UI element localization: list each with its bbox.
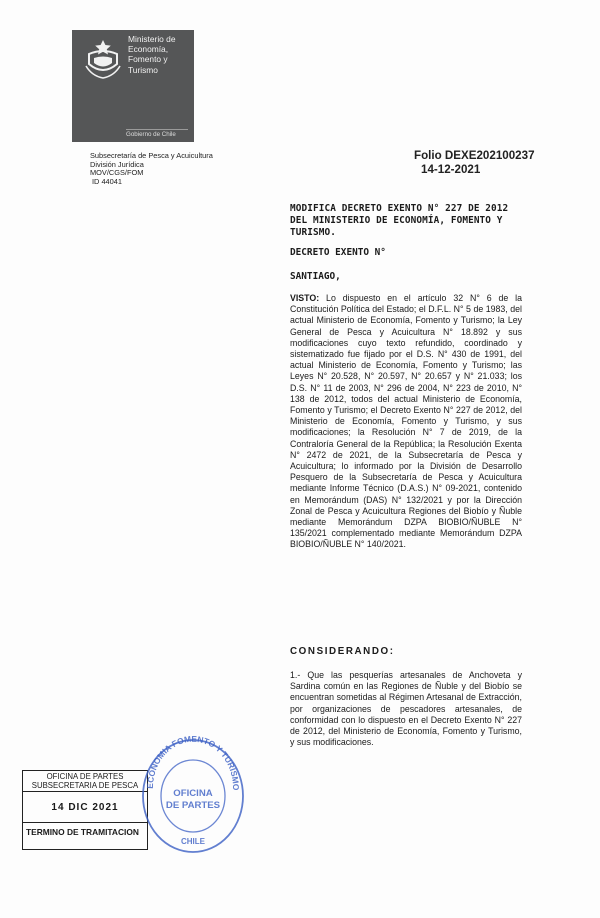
ministry-round-stamp [140, 736, 246, 854]
visto-text: Lo dispuesto en el artículo 32 N° 6 de la Constitución Política del Estado; el D.F.L. N° 5 de 1983, del actual Ministerio de Economía, Fomento y Turismo; la Ley General de Pesca y Acuicultura N° 18.892 y sus modificaciones cuyo texto refundido, coordinado y sistematizado fue fijado por el D.S. N° 430 de 1991, del actual Ministerio de Economía, Fomento y Turismo; las Leyes N° 20.528, N° 20.597, N° 20.657 y N° 21.033; los D.S. N° 11 de 2003, N° 296 de 2004, N° 223 de 2010, N° 138 de 2012, todos del actual Ministerio de Economía, Fomento y Turismo; el Decreto Exento N° 227 de 2012, del Ministerio de Economía, Fomento y Turismo, y sus modificaciones; la Resolución N° 7 de 2019, de la Contraloría General de la República; la Resolución Exenta N° 2472 de 2021, de la Subsecretaría de Pesca y Acuicultura; lo informado por la División de Desarrollo Pesquero de la Subsecretaría de Pesca y Acuicultura mediante Informe Técnico (D.A.S.) N° 09-2021, contenido en Memorándum (DAS) N° 132/2021 y por la Dirección Zonal de Pesca y Acuicultura Regiones del Biobío y Ñuble mediante Memorándum DZPA BIOBIO/ÑUBLE N° 135/2021 complementado mediante Memorándum DZPA BIOBIO/ÑUBLE N° 140/2021. [290, 293, 522, 550]
stamp-ring-text: ECONOMIA FOMENTO Y TURISMO [144, 736, 242, 791]
decree-place: SANTIAGO, [290, 271, 341, 282]
ministry-line: Economía, [128, 44, 169, 55]
ministry-line: Fomento y [128, 54, 168, 65]
visto-paragraph [290, 293, 522, 551]
considerando-heading: CONSIDERANDO: [290, 646, 395, 657]
svg-text:ECONOMIA FOMENTO Y TURISMO [145, 736, 241, 791]
sub-line: División Jurídica [90, 159, 144, 169]
sub-line: MOV/CGS/FOM [90, 168, 144, 178]
considerando-item: 1.- Que las pesquerías artesanales de Anchoveta y Sardina común en las Regiones de Ñuble y del Biobío se encuentran sometidas al Régimen Artesanal de Extracción, por organizaciones de pescadores artesanales, de conformidad con lo dispuesto en el Decreto Exento N° 227 de 2012, del Ministerio de Economía, Fomento y Turismo, y sus modificaciones. [290, 670, 522, 748]
stamp-header [23, 771, 147, 792]
visto-label: VISTO: [290, 293, 320, 303]
ministry-line: Ministerio de [128, 34, 176, 44]
ministry-name [128, 34, 192, 75]
government-label: Gobierno de Chile [126, 129, 188, 138]
folio-block [414, 149, 535, 177]
stamp-center-line: OFICINA [173, 788, 213, 799]
subsecretariat-info [90, 152, 213, 186]
stamp-footer: TERMINO DE TRAMITACION [26, 827, 139, 837]
ministry-logo [72, 30, 194, 142]
stamp-office: OFICINA DE PARTES [46, 772, 124, 781]
folio-date: 14-12-2021 [421, 163, 481, 176]
stamp-subsecretariat: SUBSECRETARIA DE PESCA [31, 781, 139, 790]
coat-of-arms-icon [80, 36, 126, 82]
sub-line: Subsecretaría de Pesca y Acuicultura [90, 151, 213, 160]
reception-stamp [22, 770, 148, 850]
stamp-center-line: DE PARTES [165, 800, 221, 811]
stamp-date: 14 DIC 2021 [23, 792, 147, 823]
stamp-bottom-text: CHILE [181, 837, 205, 846]
folio-number: Folio DEXE202100237 [414, 149, 535, 162]
sub-line: ID 44041 [92, 176, 122, 186]
decree-title: MODIFICA DECRETO EXENTO N° 227 DE 2012 DEL MINISTERIO DE ECONOMÍA, FOMENTO Y TURISMO. [290, 203, 509, 238]
ministry-line: Turismo [128, 64, 158, 75]
decree-number-label: DECRETO EXENTO N° [290, 247, 386, 258]
